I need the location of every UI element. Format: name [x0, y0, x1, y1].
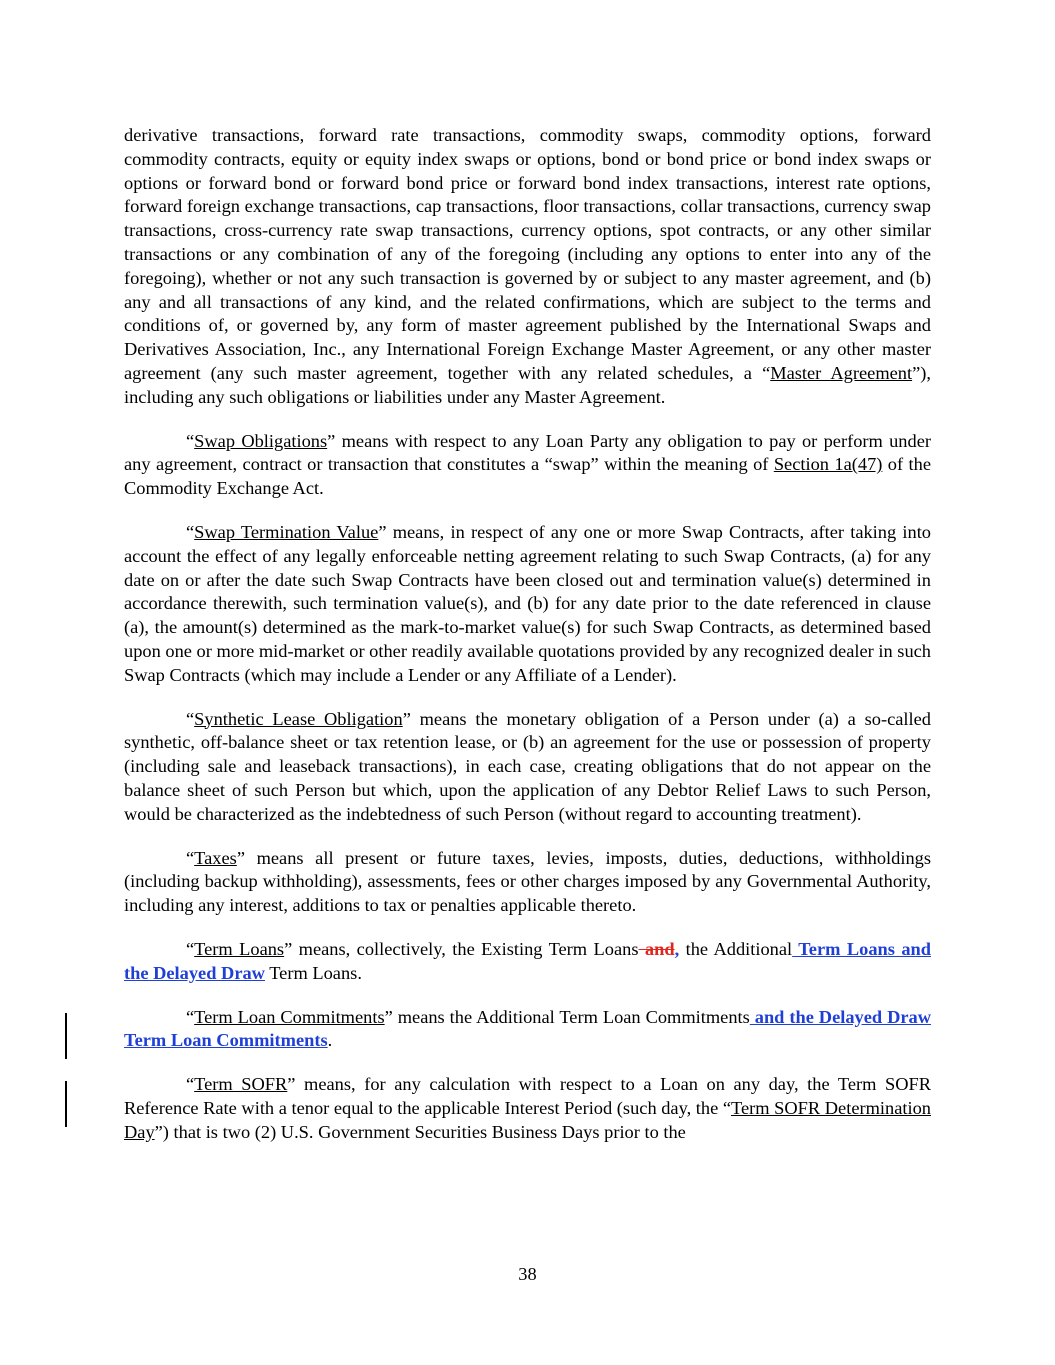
definition-swap-obligations: “Swap Obligations” means with respect to any Loan Party any obligation to pay or perform under any agreement, contract or transaction that constitutes a “swap” within the meaning of Section 1a(47) of the Commodity Exchange Act. [124, 430, 931, 499]
definition-taxes: “Taxes” means all present or future taxes, levies, imposts, duties, deductions, withholdings (including backup withholding), assessments, fees or other charges imposed by any Governmental Authority, including any interest, additions to tax or penalties applicable thereto. [124, 847, 931, 916]
defined-term: Term SOFR Determination Day [124, 1097, 931, 1142]
definition-term-loan-commitments: “Term Loan Commitments” means the Additional Term Loan Commitments and the Delayed Draw Term Loan Commitments. [124, 1006, 932, 1051]
defined-term: Term Loans [194, 938, 285, 959]
change-bar [65, 1013, 67, 1059]
section-reference: Section 1a(47) [773, 454, 883, 475]
document-body [124, 124, 931, 1144]
defined-term: Synthetic Lease Obligation [194, 708, 403, 729]
defined-term-master-agreement: Master Agreement [770, 362, 913, 383]
inserted-text: , [674, 938, 680, 959]
definition-term-loans: “Term Loans” means, collectively, the Existing Term Loans and, the Additional Term Loans and the Delayed Draw Term Loans. [124, 938, 931, 983]
defined-term: Swap Obligations [194, 430, 328, 451]
deleted-text: and [638, 938, 675, 959]
defined-term: Term SOFR [194, 1074, 288, 1095]
inserted-text: and the Delayed Draw Term Loan Commitments [124, 1006, 932, 1051]
defined-term: Swap Termination Value [194, 521, 379, 542]
inserted-text: Term Loans and the Delayed Draw [124, 938, 931, 983]
definition-swap-termination-value: “Swap Termination Value” means, in respect of any one or more Swap Contracts, after taking into account the effect of any legally enforceable netting agreement relating to such Swap Contracts, (a) for any date on or after the date such Swap Contracts have been closed out and termination value(s) determined in accordance therewith, such termination value(s), and (b) for any date prior to the date referenced in clause (a), the amount(s) determined as the mark-to-market value(s) for such Swap Contracts, as determined based upon one or more mid-market or other readily available quotations provided by any recognized dealer in such Swap Contracts (which may include a Lender or any Affiliate of a Lender). [124, 521, 932, 685]
defined-term: Taxes [194, 847, 237, 868]
definition-synthetic-lease-obligation: “Synthetic Lease Obligation” means the monetary obligation of a Person under (a) a so-called synthetic, off-balance sheet or tax retention lease, or (b) an agreement for the use or possession of property (including sale and leaseback transactions), in each case, creating obligations that do not appear on the balance sheet of such Person but which, upon the application of any Debtor Relief Laws to such Person, would be characterized as the indebtedness of such Person (without regard to accounting treatment). [124, 708, 931, 824]
page-number: 38 [518, 1264, 537, 1284]
paragraph-derivative-transactions: derivative transactions, forward rate transactions, commodity swaps, commodity options, forward commodity contracts, equity or equity index swaps or options, bond or bond price or bond index swaps or options or forward bond or forward bond price or forward bond index transactions, interest rate options, forward foreign exchange transactions, cap transactions, floor transactions, collar transactions, currency swap transactions, cross-currency rate swap transactions, currency options, spot contracts, or any other similar transactions or any combination of any of the foregoing (including any options to enter into any of the foregoing), whether or not any such transaction is governed by or subject to any master agreement, and (b) any and all transactions of any kind, and the related confirmations, which are subject to the terms and conditions of, or governed by, any form of master agreement published by the International Swaps and Derivatives Association, Inc., any International Foreign Exchange Master Agreement, or any other master agreement (any such master agreement, together with any related schedules, a “Master Agreement”), including any such obligations or liabilities under any Master Agreement. [124, 125, 931, 407]
definition-term-sofr: “Term SOFR” means, for any calculation with respect to a Loan on any day, the Term SOFR Reference Rate with a tenor equal to the applicable Interest Period (such day, the “Term SOFR Determination Day”) that is two (2) U.S. Government Securities Business Days prior to the [124, 1074, 931, 1142]
defined-term: Term Loan Commitments [194, 1006, 385, 1027]
change-bar [65, 1081, 67, 1127]
